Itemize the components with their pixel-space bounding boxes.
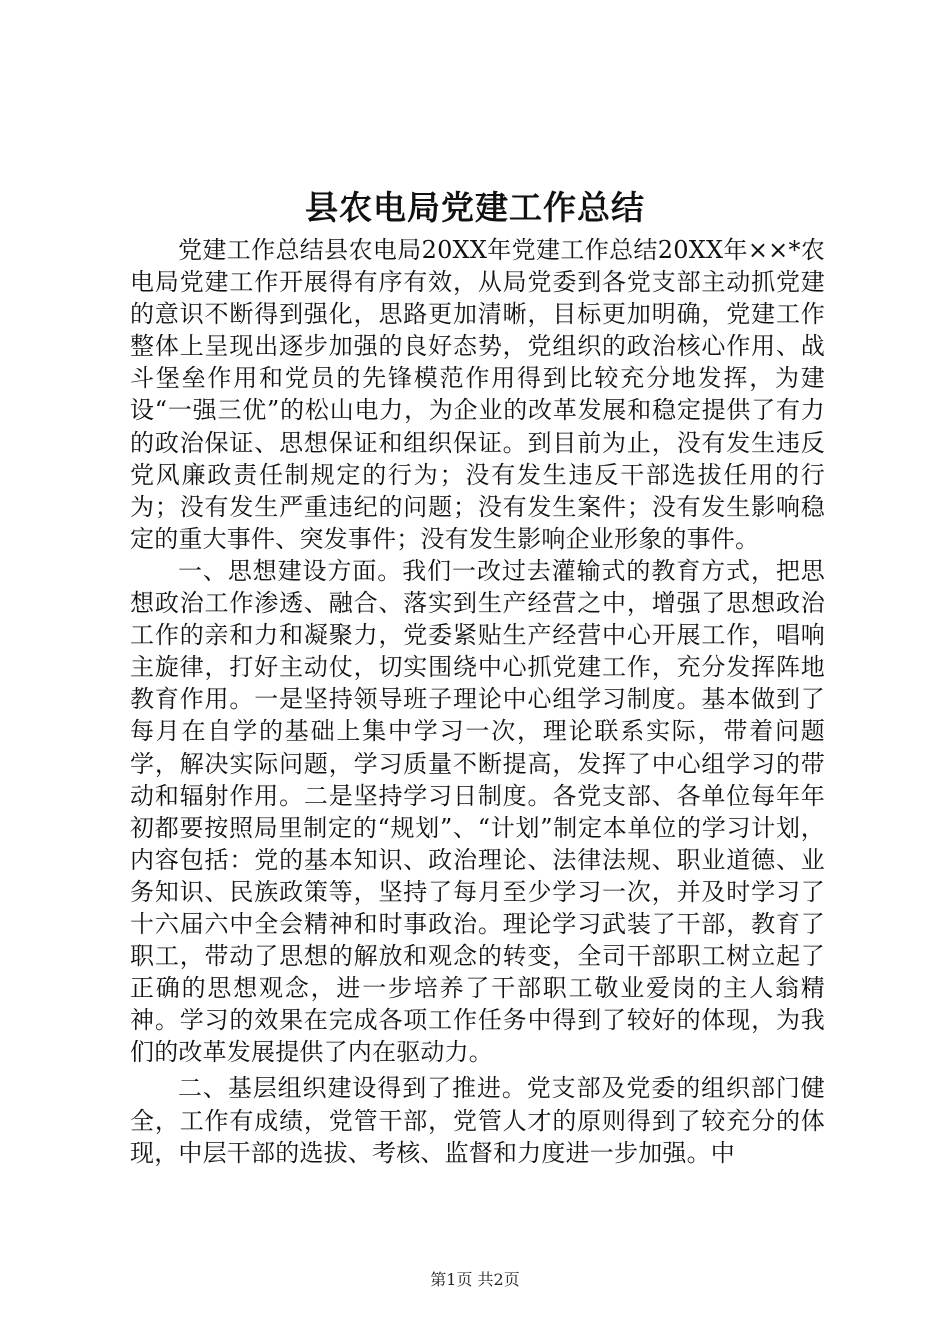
paragraph-organization: 二、基层组织建设得到了推进。党支部及党委的组织部门健全，工作有成绩，党管干部，党管人才的原则得到了较充分的体现，中层干部的选拔、考核、监督和力度进一步加强。中 [130, 1074, 825, 1167]
paragraph-intro: 党建工作总结县农电局20XX年党建工作总结20XX年××*农电局党建工作开展得有序有效，从局党委到各党支部主动抓党建的意识不断得到强化，思路更加清晰，目标更加明确，党建工作整体上呈现出逐步加强的良好态势，党组织的政治核心作用、战斗堡垒作用和党员的先锋模范作用得到比较充分地发挥，为建设“一强三优”的松山电力，为企业的改革发展和稳定提供了有力的政治保证、思想保证和组织保证。到目前为止，没有发生违反党风廉政责任制规定的行为；没有发生违反干部选拔任用的行为；没有发生严重违纪的问题；没有发生案件；没有发生影响稳定的重大事件、突发事件；没有发生影响企业形象的事件。 [130, 236, 825, 553]
page-footer: 第1页 共2页 [430, 1270, 520, 1289]
document-body [130, 234, 825, 1169]
paragraph-ideology: 一、思想建设方面。我们一改过去灌输式的教育方式，把思想政治工作渗透、融合、落实到生产经营之中，增强了思想政治工作的亲和力和凝聚力，党委紧贴生产经营中心开展工作，唱响主旋律，打好主动仗，切实围绕中心抓党建工作，充分发挥阵地教育作用。一是坚持领导班子理论中心组学习制度。基本做到了每月在自学的基础上集中学习一次，理论联系实际，带着问题学，解决实际问题，学习质量不断提高，发挥了中心组学习的带动和辐射作用。二是坚持学习日制度。各党支部、各单位每年年初都要按照局里制定的“规划”、“计划”制定本单位的学习计划，内容包括：党的基本知识、政治理论、法律法规、职业道德、业务知识、民族政策等，坚持了每月至少学习一次，并及时学习了十六届六中全会精神和时事政治。理论学习武装了干部，教育了职工，带动了思想的解放和观念的转变，全司干部职工树立起了正确的思想观念，进一步培养了干部职工敬业爱岗的主人翁精神。学习的效果在完成各项工作任务中得到了较好的体现，为我们的改革发展提供了内在驱动力。 [130, 556, 825, 1067]
document-title: 县农电局党建工作总结 [305, 188, 645, 227]
